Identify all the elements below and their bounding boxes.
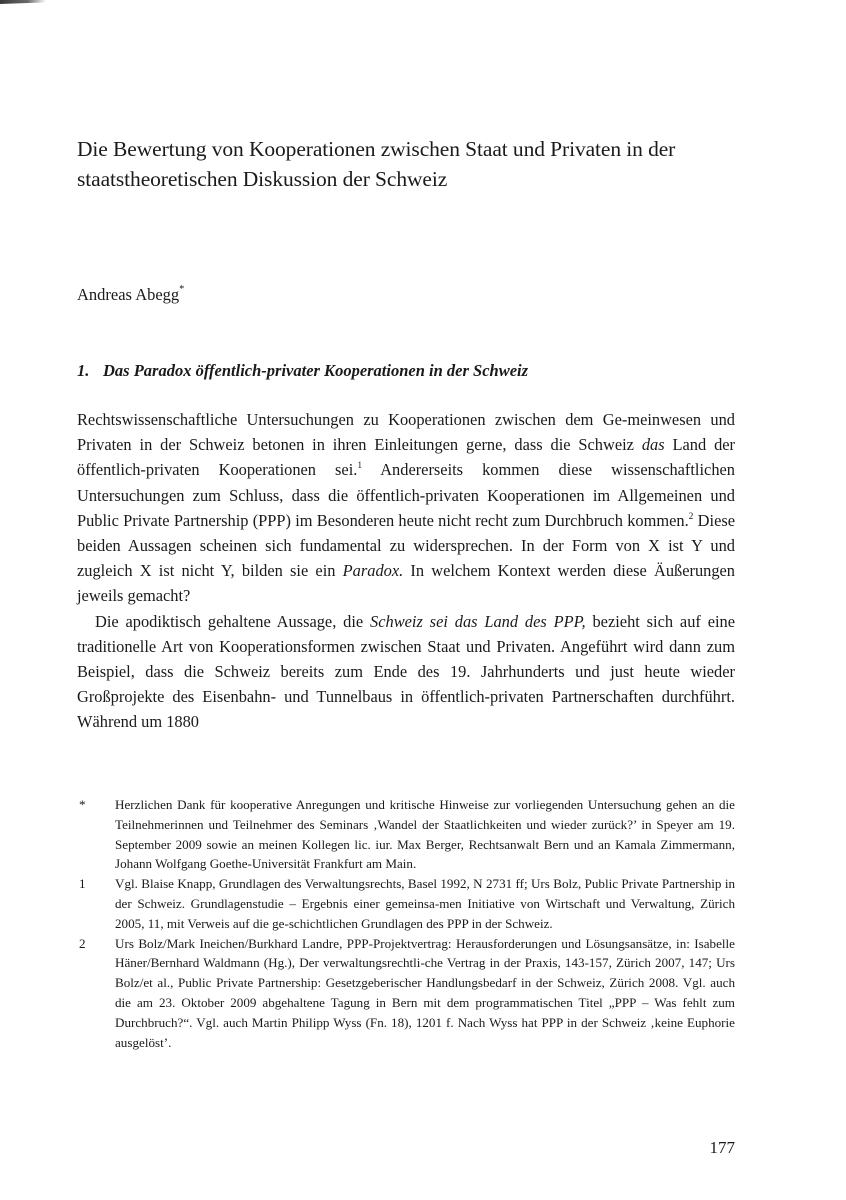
section-heading (77, 360, 528, 382)
footnotes (77, 795, 735, 1052)
emphasis: Schweiz sei das Land des PPP, (370, 611, 586, 631)
text-run: bezieht sich auf eine traditionelle Art von Kooperationsformen zwischen Staat und Privaten. Angeführt wird dann zum Beispiel, dass die Schweiz bereits zum Ende des 19. Jahrhunderts und just heute wieder Großprojekte des Eisenbahn- und Tunnelbaus in öffentlich-privaten Partnerschaften durchführt. Während um 1880 (77, 611, 735, 732)
footnote-mark: * (79, 797, 86, 812)
footnote-ref-2[interactable]: 2 (688, 511, 694, 522)
title-line-2: staatstheoretischen Diskussion der Schweiz (77, 167, 448, 191)
text-run: Andererseits kommen diese wissenschaftlichen Untersuchungen zum Schluss, dass die öffentlich-privaten Kooperationen im Allgemeinen und Public Private Partnership (PPP) im Besonderen heute nicht recht zum Durchbruch kommen. (77, 460, 735, 530)
paragraph-1 (77, 407, 735, 609)
footnote-mark: 1 (79, 876, 86, 892)
footnote-text: Urs Bolz/Mark Ineichen/Burkhard Landre, PPP-Projektvertrag: Herausforderungen und Lösungsansätze, in: Isabelle Häner/Bernhard Waldmann (Hg.), Der verwaltungsrechtli-che Vertrag in der Praxis, 143-157, Zürich 2007, 147; Urs Bolz/et al., Public Private Partnership: Gesetzgeberischer Handlungsbedarf in der Schweiz, Zürich 2008. Vgl. auch die am 23. Oktober 2009 abgehaltene Tagung in Bern mit dem programmatischen Titel „PPP – Was fehlt zum Durchbruch?“. Vgl. auch Martin Philipp Wyss (Fn. 18), 1201 f. Nach Wyss hat PPP in der Schweiz ‚keine Euphorie ausgelöst’. (115, 935, 735, 1050)
footnote-text: Herzlichen Dank für kooperative Anregungen und kritische Hinweise zur vorliegenden Untersuchung gehen an die Teilnehmerinnen und Teilnehmer des Seminars ‚Wandel der Staatlichkeiten und wieder zurück?’ in Speyer am 19. September 2009 sowie an meinen Kollegen lic. iur. Max Berger, Rechtsanwalt Bern und an Kamala Zimmermann, Johann Wolfgang Goethe-Universität Frankfurt am Main. (115, 797, 735, 872)
footnote-1 (77, 874, 735, 933)
author-footnote-mark[interactable]: * (179, 284, 185, 295)
text-run: Land der öffentlich-privaten Kooperationen sei. (77, 435, 735, 480)
footnote-mark: 2 (79, 935, 86, 951)
footnote-2 (77, 934, 735, 1053)
footnote-ref-1[interactable]: 1 (357, 461, 363, 472)
emphasis: das (641, 435, 665, 455)
article-title (77, 134, 757, 194)
title-line-1: Die Bewertung von Kooperationen zwischen Staat und Privaten in der (77, 137, 676, 161)
emphasis: Paradox. (342, 561, 404, 581)
author-line (77, 284, 184, 306)
page-number: 177 (709, 1138, 735, 1157)
body-text (77, 407, 735, 735)
author-name: Andreas Abegg (77, 285, 180, 304)
paragraph-2 (77, 609, 735, 735)
text-run: In welchem Kontext werden diese Äußerungen jeweils gemacht? (77, 561, 735, 606)
footnote-star (77, 795, 735, 874)
footnote-text: Vgl. Blaise Knapp, Grundlagen des Verwaltungsrechts, Basel 1992, N 2731 ff; Urs Bolz, Public Private Partnership in der Schweiz. Grundlagenstudie – Ergebnis einer gemeinsa-men Initiative von Wirtschaft und Verwaltung, Zürich 2005, 11, mit Verweis auf die ge-schichtlichen Grundlagen des PPP in der Schweiz. (115, 876, 735, 931)
text-run: Die apodiktisch gehaltene Aussage, die (95, 611, 371, 631)
section-title: Das Paradox öffentlich-privater Kooperationen in der Schweiz (103, 361, 529, 380)
section-number: 1. (77, 361, 90, 380)
scan-edge-shadow (0, 0, 46, 4)
text-run: Diese beiden Aussagen scheinen sich fundamental zu widersprechen. In der Form von X ist Y und zugleich X ist nicht Y, bilden sie ein (77, 510, 735, 581)
text-run: Rechtswissenschaftliche Untersuchungen zu Kooperationen zwischen dem Ge-meinwesen und Privaten in der Schweiz betonen in ihren Einleitungen gerne, dass die Schweiz (77, 410, 735, 455)
